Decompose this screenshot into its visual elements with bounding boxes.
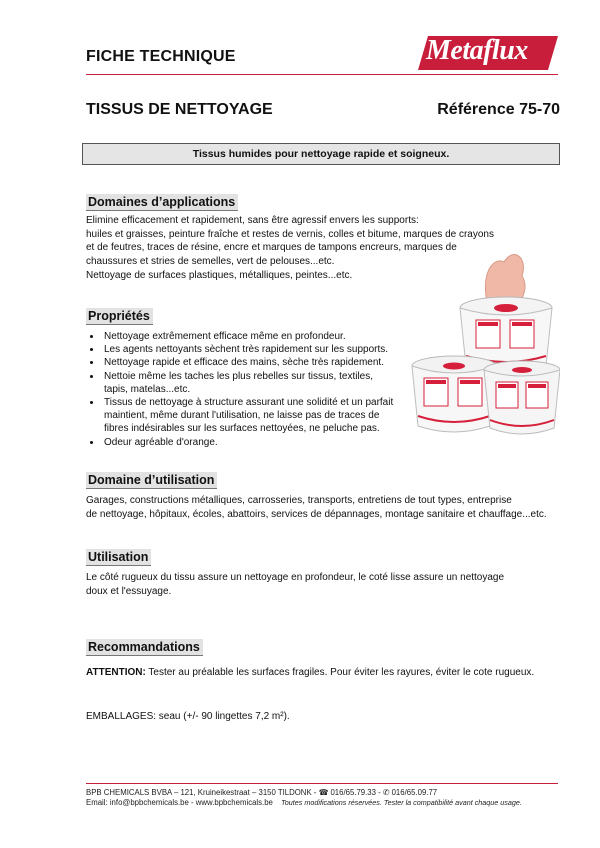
- text-line: doux et l'essuyage.: [86, 585, 172, 597]
- section-utilisation: [86, 548, 151, 566]
- section-proprietes: [86, 307, 153, 325]
- section-recommandations: [86, 638, 203, 656]
- product-reference: Référence 75-70: [437, 101, 560, 118]
- list-item: • Tissus de nettoyage à structure assurant une solidité et un parfait maintient, même durant l'utilisation, ne laisse pas de traces de fibres indésirables sur les surfaces nettoyées, ne peluche pas.: [102, 396, 398, 436]
- text-line: chaussures et stries de semelles, vert de pelouses...etc.: [86, 256, 335, 268]
- section-domaine-utilisation: [86, 471, 217, 489]
- text-line: Garages, constructions métalliques, carrosseries, transports, entretiens de tout types, entreprise: [86, 495, 512, 506]
- document-type-title: FICHE TECHNIQUE: [86, 48, 236, 65]
- section-heading: Utilisation: [86, 549, 151, 566]
- text-line: de nettoyage, hôpitaux, écoles, abattoirs, services de dépannages, montage sanitaire et chauffage...etc.: [86, 508, 547, 520]
- product-subtitle: Tissus humides pour nettoyage rapide et soigneux.: [192, 148, 450, 160]
- bucket-illustration: [410, 236, 560, 448]
- footer-disclaimer: Toutes modifications réservées. Tester la compatibilité avant chaque usage.: [281, 798, 522, 807]
- header-divider: [86, 74, 558, 75]
- footer-address: BPB CHEMICALS BVBA – 121, Kruineikestraat – 3150 TILDONK - ☎ 016/65.79.33 - ✆ 016/65.09.77: [86, 788, 438, 797]
- product-subtitle-box: [82, 143, 560, 165]
- attention-label: ATTENTION:: [86, 667, 146, 678]
- attention-body: Tester au préalable les surfaces fragiles. Pour éviter les rayures, éviter le cote rugueux.: [145, 667, 535, 678]
- text-line: Nettoyage de surfaces plastiques, métalliques, peintes...etc.: [86, 269, 353, 281]
- utilisation-text: [86, 571, 560, 598]
- list-item: • Nettoie même les taches les plus rebelles sur tissus, textiles, tapis, matelas...etc.: [102, 370, 398, 396]
- section-heading: Recommandations: [86, 639, 203, 656]
- text-line: Le côté rugueux du tissu assure un nettoyage en profondeur, le coté lisse assure un nettoyage: [86, 572, 505, 583]
- footer-divider: [86, 783, 558, 784]
- domaine-utilisation-text: [86, 494, 560, 521]
- product-title: TISSUS DE NETTOYAGE: [86, 101, 273, 118]
- logo-text: Metaflux: [426, 35, 528, 66]
- list-item: • Les agents nettoyants sèchent très rapidement sur les supports.: [102, 343, 398, 356]
- emballages-text: EMBALLAGES: seau (+/- 90 lingettes 7,2 m²).: [86, 711, 290, 722]
- text-line: huiles et graisses, peinture fraîche et restes de vernis, colles et bitume, marques de crayons: [86, 228, 494, 240]
- attention-text: [86, 666, 560, 680]
- metaflux-logo: [418, 34, 558, 72]
- list-item: • Nettoyage extrêmement efficace même en profondeur.: [102, 330, 398, 343]
- proprietes-list: [86, 330, 398, 449]
- list-item: • Odeur agréable d'orange.: [102, 436, 398, 449]
- text-line: Elimine efficacement et rapidement, sans être agressif envers les supports:: [86, 215, 419, 226]
- section-domaines-applications: [86, 193, 238, 211]
- text-line: et de feutres, traces de résine, encre et marques de tampons encreurs, marques de: [86, 242, 457, 254]
- product-image-buckets: [410, 236, 560, 448]
- footer-contact: [86, 798, 522, 807]
- section-heading: Domaine d’utilisation: [86, 472, 217, 489]
- section-heading: Propriétés: [86, 308, 153, 325]
- section-heading: Domaines d’applications: [86, 194, 238, 211]
- proprietes-list-wrap: [86, 330, 398, 449]
- list-item: • Nettoyage rapide et efficace des mains, sèche très rapidement.: [102, 356, 398, 369]
- footer-email-web: Email: info@bpbchemicals.be - www.bpbchemicals.be: [86, 798, 273, 807]
